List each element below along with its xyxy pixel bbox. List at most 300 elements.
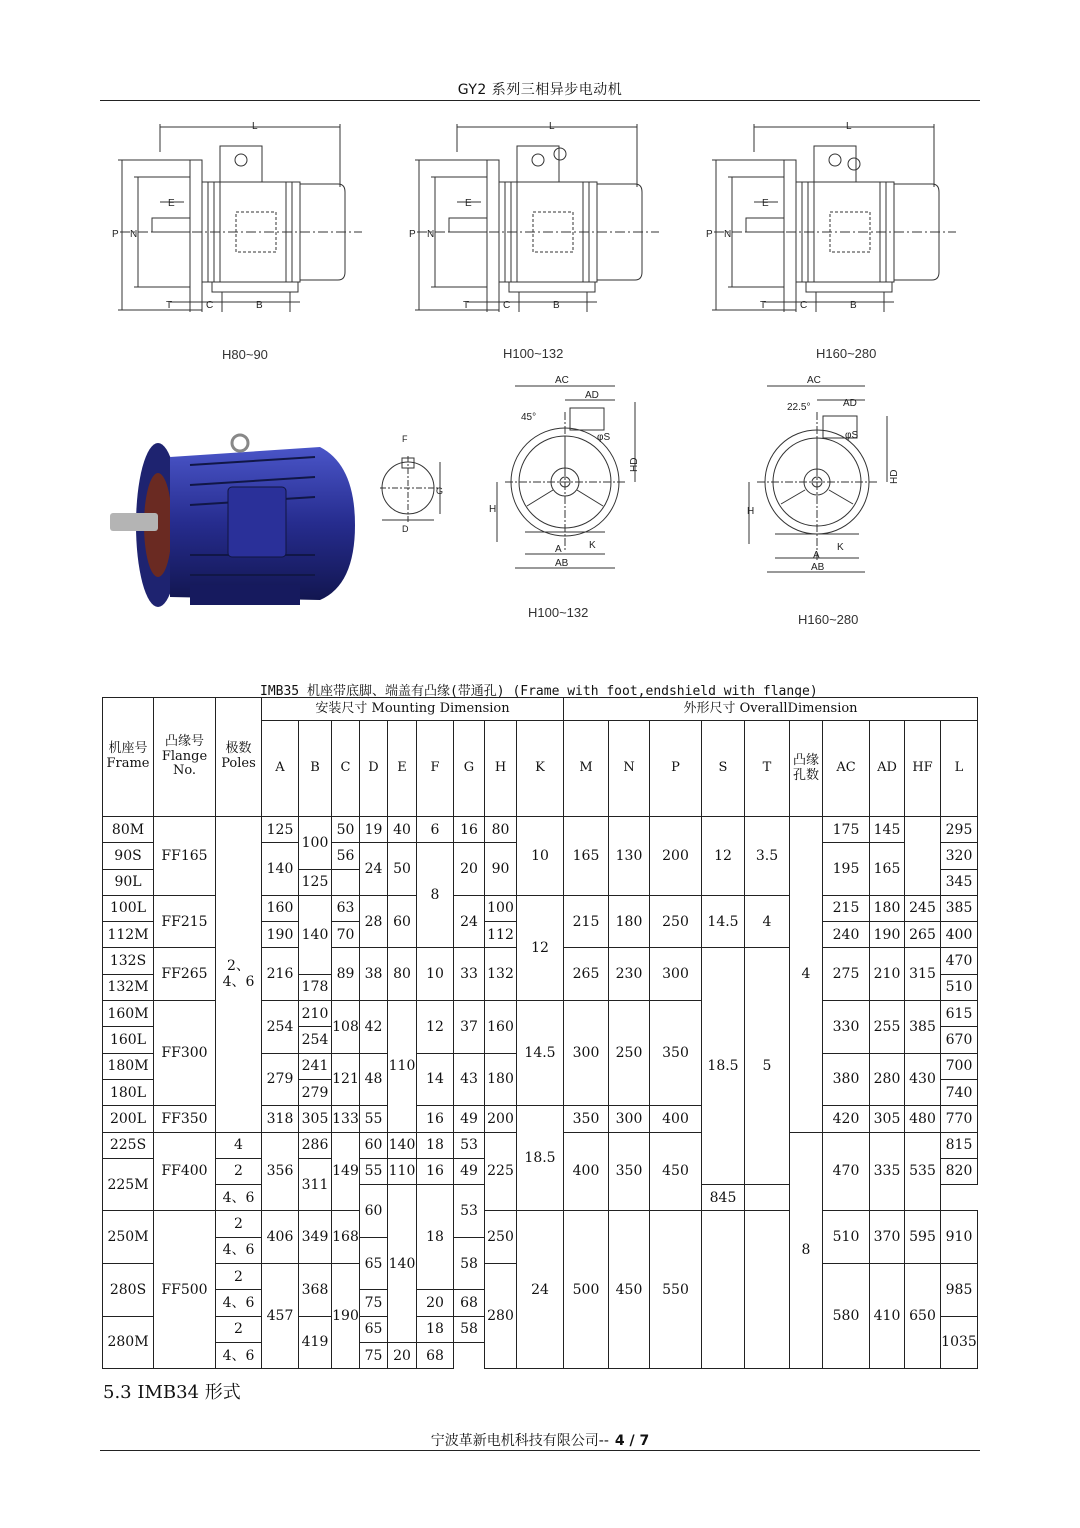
cell: 178: [299, 974, 332, 1000]
cell: 210: [870, 948, 905, 1001]
cell: [745, 1211, 790, 1369]
cell: FF500: [154, 1211, 216, 1369]
cell: 75: [360, 1342, 388, 1368]
cell: 140: [299, 895, 332, 974]
cell: 815: [941, 1132, 978, 1158]
cell: 305: [299, 1106, 332, 1132]
cell: 160M: [103, 1001, 154, 1027]
cell: 160: [262, 895, 299, 921]
dim-label-b3: B: [850, 300, 857, 311]
dim-label-b1: B: [256, 300, 263, 311]
dim-label-n1: N: [130, 229, 138, 240]
cell: 254: [262, 1001, 299, 1054]
cell: 385: [941, 895, 978, 921]
dim-label-angle1: 45°: [521, 412, 537, 423]
cell: 210: [299, 1001, 332, 1027]
cell: 180: [485, 1053, 517, 1106]
cell: 910: [941, 1211, 978, 1264]
cell: 200: [650, 817, 702, 896]
cell: 8: [417, 843, 454, 948]
hdr-group-mount: 安装尺寸 Mounting Dimension: [262, 698, 564, 721]
cell: 38: [360, 948, 388, 1001]
cell: 89: [332, 948, 360, 1001]
dim-label-s1: φS: [597, 432, 611, 443]
cell: 400: [941, 922, 978, 948]
cell: 132M: [103, 974, 154, 1000]
cell: 175: [823, 817, 870, 843]
dim-label-t2: T: [463, 300, 470, 311]
cell: 615: [941, 1001, 978, 1027]
cell: 368: [299, 1264, 332, 1317]
cell: 140: [388, 1185, 417, 1343]
cell: FF350: [154, 1106, 216, 1132]
cell: FF165: [154, 817, 216, 896]
dim-label-l3: L: [846, 121, 852, 132]
cell: 2: [216, 1211, 262, 1237]
cell: 595: [905, 1211, 941, 1264]
cell: 132: [485, 948, 517, 1001]
cell: 240: [823, 922, 870, 948]
cell: 53: [454, 1132, 485, 1158]
dim-label-d: D: [402, 524, 409, 534]
dim-label-a1: A: [555, 544, 562, 555]
cell: 190: [332, 1264, 360, 1369]
cell: 700: [941, 1053, 978, 1079]
dim-label-c1: C: [206, 300, 214, 311]
cell: 55: [360, 1158, 388, 1184]
cell: 400: [564, 1132, 609, 1211]
cell: 216: [262, 948, 299, 1001]
cell: 14.5: [517, 1001, 564, 1106]
cell: 14.5: [702, 895, 745, 948]
caption-end-h100-132: H100~132: [528, 605, 589, 620]
cell: 4、6: [216, 1185, 262, 1211]
hdr-col: L: [941, 721, 978, 817]
cell: 100: [485, 895, 517, 921]
cell: 4、6: [216, 1342, 262, 1368]
hdr-poles: 极数 Poles: [216, 698, 262, 817]
cell: 380: [823, 1053, 870, 1106]
hdr-col: AC: [823, 721, 870, 817]
dimension-table: [102, 697, 978, 1369]
cell: 132S: [103, 948, 154, 974]
cell: 286: [299, 1132, 332, 1158]
cell: 16: [454, 817, 485, 843]
cell: 480: [905, 1106, 941, 1132]
cell: 305: [870, 1106, 905, 1132]
dim-label-n2: N: [427, 229, 435, 240]
cell: 125: [262, 817, 299, 843]
cell: 180: [870, 895, 905, 921]
cell: 4: [790, 817, 823, 1133]
cell: 650: [905, 1264, 941, 1369]
hdr-col: F: [417, 721, 454, 817]
cell: 350: [564, 1106, 609, 1132]
cell: 180L: [103, 1079, 154, 1105]
cell: 215: [823, 895, 870, 921]
cell: 18: [417, 1132, 454, 1158]
cell: 225S: [103, 1132, 154, 1158]
cell: 215: [564, 895, 609, 948]
cell: 820: [941, 1158, 978, 1184]
cell: 295: [941, 817, 978, 843]
dim-label-p1: P: [112, 229, 119, 240]
cell: 4: [216, 1132, 262, 1158]
dim-label-ad2: AD: [843, 398, 857, 409]
cell: 80: [485, 817, 517, 843]
cell: 50: [388, 843, 417, 896]
cell: 68: [454, 1290, 485, 1316]
hdr-col: T: [745, 721, 790, 817]
cell: 510: [823, 1211, 870, 1264]
cell: 200: [485, 1106, 517, 1132]
cell: 406: [262, 1211, 299, 1264]
cell: 356: [262, 1132, 299, 1211]
hdr-col: C: [332, 721, 360, 817]
cell: 255: [870, 1001, 905, 1054]
cell: 60: [388, 895, 417, 948]
cell: 1035: [941, 1316, 978, 1369]
cell: 48: [360, 1053, 388, 1106]
cell: 80: [388, 948, 417, 1001]
cell: 230: [609, 948, 650, 1001]
cell: 420: [823, 1106, 870, 1132]
cell: 225M: [103, 1158, 154, 1211]
cell: 70: [332, 922, 360, 948]
cell: 112: [485, 922, 517, 948]
cell: 300: [609, 1106, 650, 1132]
dim-label-ac2: AC: [807, 375, 821, 386]
cell: 4、6: [216, 1237, 262, 1263]
dim-label-s2: φS: [845, 430, 859, 441]
dim-label-e3: E: [762, 198, 769, 209]
hdr-col: H: [485, 721, 517, 817]
dim-label-p3: P: [706, 229, 713, 240]
dim-label-ad1: AD: [585, 390, 599, 401]
dim-label-e2: E: [465, 198, 472, 209]
hdr-holes: 凸缘 孔数: [790, 721, 823, 817]
cell: 419: [299, 1316, 332, 1369]
cell: 280: [485, 1264, 517, 1369]
cell: 457: [262, 1264, 299, 1369]
caption-end-h160-280: H160~280: [798, 612, 859, 627]
cell: 2: [216, 1316, 262, 1342]
section-heading: 5.3 IMB34 形式: [103, 1382, 241, 1403]
page-header-title: GY2 系列三相异步电动机: [457, 82, 623, 98]
cell: 200L: [103, 1106, 154, 1132]
cell: 335: [870, 1132, 905, 1211]
cell: 500: [564, 1211, 609, 1369]
cell: 279: [262, 1053, 299, 1106]
cell: 165: [870, 843, 905, 896]
side-view-drawings: [100, 112, 980, 367]
cell: 12: [702, 817, 745, 896]
cell: 100L: [103, 895, 154, 921]
cell: 450: [609, 1211, 650, 1369]
dim-label-h1: H: [489, 504, 497, 515]
dim-label-n3: N: [724, 229, 732, 240]
cell: 410: [870, 1264, 905, 1369]
cell: 20: [454, 843, 485, 896]
cell: 6: [417, 817, 454, 843]
cell: 190: [262, 922, 299, 948]
cell: 12: [417, 1001, 454, 1054]
cell: 20: [417, 1290, 454, 1316]
motor-photo: [110, 425, 365, 625]
cell: 318: [262, 1106, 299, 1132]
dim-label-l2: L: [549, 121, 555, 132]
cell: 40: [388, 817, 417, 843]
cell: 2: [216, 1158, 262, 1184]
cell: 121: [332, 1053, 360, 1106]
cell: 10: [517, 817, 564, 896]
dim-label-ab1: AB: [555, 558, 569, 569]
cell: 450: [650, 1132, 702, 1211]
cell: 20: [388, 1342, 417, 1368]
cell: 279: [299, 1079, 332, 1105]
cell: 225: [485, 1132, 517, 1211]
caption-side-h100-132: H100~132: [503, 346, 564, 361]
hdr-col: P: [650, 721, 702, 817]
cell: 985: [941, 1264, 978, 1317]
cell: 58: [454, 1316, 485, 1342]
dim-label-p2: P: [409, 229, 416, 240]
hdr-col: E: [388, 721, 417, 817]
cell: 49: [454, 1106, 485, 1132]
cell: 330: [823, 1001, 870, 1054]
footer-page-number: 4 / 7: [614, 1433, 650, 1449]
cell: 180: [609, 895, 650, 948]
cell: 60: [360, 1132, 388, 1158]
footer-company: 宁波革新电机科技有限公司--: [430, 1433, 609, 1449]
cell: 280M: [103, 1316, 154, 1369]
cell: 535: [905, 1132, 941, 1211]
hdr-col: B: [299, 721, 332, 817]
cell: 18.5: [702, 948, 745, 1185]
cell: 58: [454, 1237, 485, 1290]
cell: 24: [360, 843, 388, 896]
cell: 250: [650, 895, 702, 948]
cell: 49: [454, 1158, 485, 1184]
cell: 2: [216, 1264, 262, 1290]
dim-label-angle2: 22.5°: [787, 402, 811, 413]
cell: 90S: [103, 843, 154, 869]
cell: FF400: [154, 1132, 216, 1211]
cell: 12: [517, 895, 564, 1000]
cell: 140: [262, 843, 299, 896]
cell: 28: [360, 895, 388, 948]
cell: 300: [650, 948, 702, 1001]
cell: 112M: [103, 922, 154, 948]
hdr-col: AD: [870, 721, 905, 817]
cell: 470: [823, 1132, 870, 1211]
cell: 250M: [103, 1211, 154, 1264]
hdr-col: N: [609, 721, 650, 817]
cell: 16: [417, 1158, 454, 1184]
hdr-col: G: [454, 721, 485, 817]
dim-label-hd1: HD: [629, 457, 640, 472]
dim-label-f: F: [402, 434, 408, 444]
dim-label-h2: H: [747, 506, 755, 517]
cell: 315: [905, 948, 941, 1001]
cell: 50: [332, 817, 360, 843]
cell: 65: [360, 1316, 388, 1342]
cell: 670: [941, 1027, 978, 1053]
dim-label-hd2: HD: [889, 469, 900, 484]
cell: 275: [823, 948, 870, 1001]
hdr-flange: 凸缘号 Flange No.: [154, 698, 216, 817]
cell: 300: [564, 1001, 609, 1106]
cell: 550: [650, 1211, 702, 1369]
dim-label-g: G: [436, 486, 444, 496]
cell: 10: [417, 948, 454, 1001]
cell: 350: [650, 1001, 702, 1106]
cell: 55: [360, 1106, 388, 1132]
cell: 280S: [103, 1264, 154, 1317]
dim-label-c2: C: [503, 300, 511, 311]
cell: 18: [417, 1316, 454, 1342]
dim-label-c3: C: [800, 300, 808, 311]
cell: 33: [454, 948, 485, 1001]
cell: 90: [485, 843, 517, 896]
cell: 160: [485, 1001, 517, 1054]
cell: 18: [417, 1185, 454, 1290]
cell: 250: [485, 1211, 517, 1264]
cell: 245: [905, 895, 941, 921]
footer-rule: [100, 1450, 980, 1451]
cell: 430: [905, 1053, 941, 1106]
cell: 63: [332, 895, 360, 921]
caption-side-h160-280: H160~280: [816, 346, 877, 361]
hdr-col: A: [262, 721, 299, 817]
cell: 90L: [103, 869, 154, 895]
cell: 37: [454, 1001, 485, 1054]
dim-label-e1: E: [168, 198, 175, 209]
cell: 110: [388, 1001, 417, 1132]
cell: 4: [745, 895, 790, 948]
hdr-frame: 机座号 Frame: [103, 698, 154, 817]
cell: FF300: [154, 1001, 216, 1106]
cell: [905, 817, 941, 896]
hdr-group-overall: 外形尺寸 OverallDimension: [564, 698, 978, 721]
dim-label-ab2: AB: [811, 562, 825, 573]
cell: 56: [332, 843, 360, 869]
cell: 42: [360, 1001, 388, 1054]
cell: 110: [388, 1158, 417, 1184]
cell: 2、4、6: [216, 817, 262, 1133]
cell: 770: [941, 1106, 978, 1132]
cell: 350: [609, 1132, 650, 1211]
cell: 160L: [103, 1027, 154, 1053]
cell: 5: [745, 948, 790, 1185]
cell: 65: [360, 1237, 388, 1290]
cell: 149: [332, 1132, 360, 1211]
cell: 43: [454, 1053, 485, 1106]
cell: [702, 1211, 745, 1369]
cell: 265: [905, 922, 941, 948]
dim-label-a2: A: [813, 550, 820, 561]
cell: [332, 869, 360, 895]
cell: 370: [870, 1211, 905, 1264]
cell: 190: [870, 922, 905, 948]
cell: 400: [650, 1106, 702, 1132]
end-view-drawings: [485, 372, 955, 602]
dim-label-b2: B: [553, 300, 560, 311]
cell: 8: [790, 1132, 823, 1369]
cell: 75: [360, 1290, 388, 1316]
cell: 168: [332, 1211, 360, 1264]
cell: 68: [417, 1342, 454, 1368]
cell: 345: [941, 869, 978, 895]
cell: 14: [417, 1053, 454, 1106]
shaft-key-drawing: [378, 432, 448, 537]
cell: 24: [517, 1211, 564, 1369]
cell: 740: [941, 1079, 978, 1105]
cell: 320: [941, 843, 978, 869]
cell: 845: [702, 1185, 745, 1211]
dim-label-ac1: AC: [555, 375, 569, 386]
cell: FF265: [154, 948, 216, 1001]
hdr-col: K: [517, 721, 564, 817]
header-rule: [100, 100, 980, 101]
cell: 349: [299, 1211, 332, 1264]
cell: 16: [417, 1106, 454, 1132]
cell: 180M: [103, 1053, 154, 1079]
cell: 108: [332, 1001, 360, 1054]
cell: 195: [823, 843, 870, 896]
dim-label-k1: K: [589, 540, 596, 551]
cell: 133: [332, 1106, 360, 1132]
cell: 4、6: [216, 1290, 262, 1316]
cell: 53: [454, 1185, 485, 1238]
cell: 18.5: [517, 1106, 564, 1211]
cell: FF215: [154, 895, 216, 948]
cell: 265: [564, 948, 609, 1001]
cell: 385: [905, 1001, 941, 1054]
cell: 470: [941, 948, 978, 974]
dim-label-k2: K: [837, 542, 844, 553]
cell: 100: [299, 817, 332, 870]
hdr-col: M: [564, 721, 609, 817]
cell: 145: [870, 817, 905, 843]
hdr-col: D: [360, 721, 388, 817]
page-footer: [0, 1430, 1080, 1450]
cell: 241: [299, 1053, 332, 1079]
cell: 250: [609, 1001, 650, 1106]
cell: 60: [360, 1185, 388, 1238]
dim-label-t3: T: [760, 300, 767, 311]
cell: 19: [360, 817, 388, 843]
cell: 140: [388, 1132, 417, 1158]
cell: 311: [299, 1158, 332, 1211]
cell: 280: [870, 1053, 905, 1106]
caption-side-h80-90: H80~90: [222, 347, 268, 362]
cell: 165: [564, 817, 609, 896]
cell: 580: [823, 1264, 870, 1369]
hdr-col: S: [702, 721, 745, 817]
cell: 510: [941, 974, 978, 1000]
dim-label-l1: L: [252, 121, 258, 132]
cell: 24: [454, 895, 485, 948]
cell: 130: [609, 817, 650, 896]
cell: 254: [299, 1027, 332, 1053]
cell: 125: [299, 869, 332, 895]
table-caption: IMB35 机座带底脚、端盖有凸缘(带通孔) (Frame with foot,endshield with flange): [260, 684, 818, 699]
cell: 80M: [103, 817, 154, 843]
cell: 3.5: [745, 817, 790, 896]
hdr-col: HF: [905, 721, 941, 817]
dim-label-t1: T: [166, 300, 173, 311]
